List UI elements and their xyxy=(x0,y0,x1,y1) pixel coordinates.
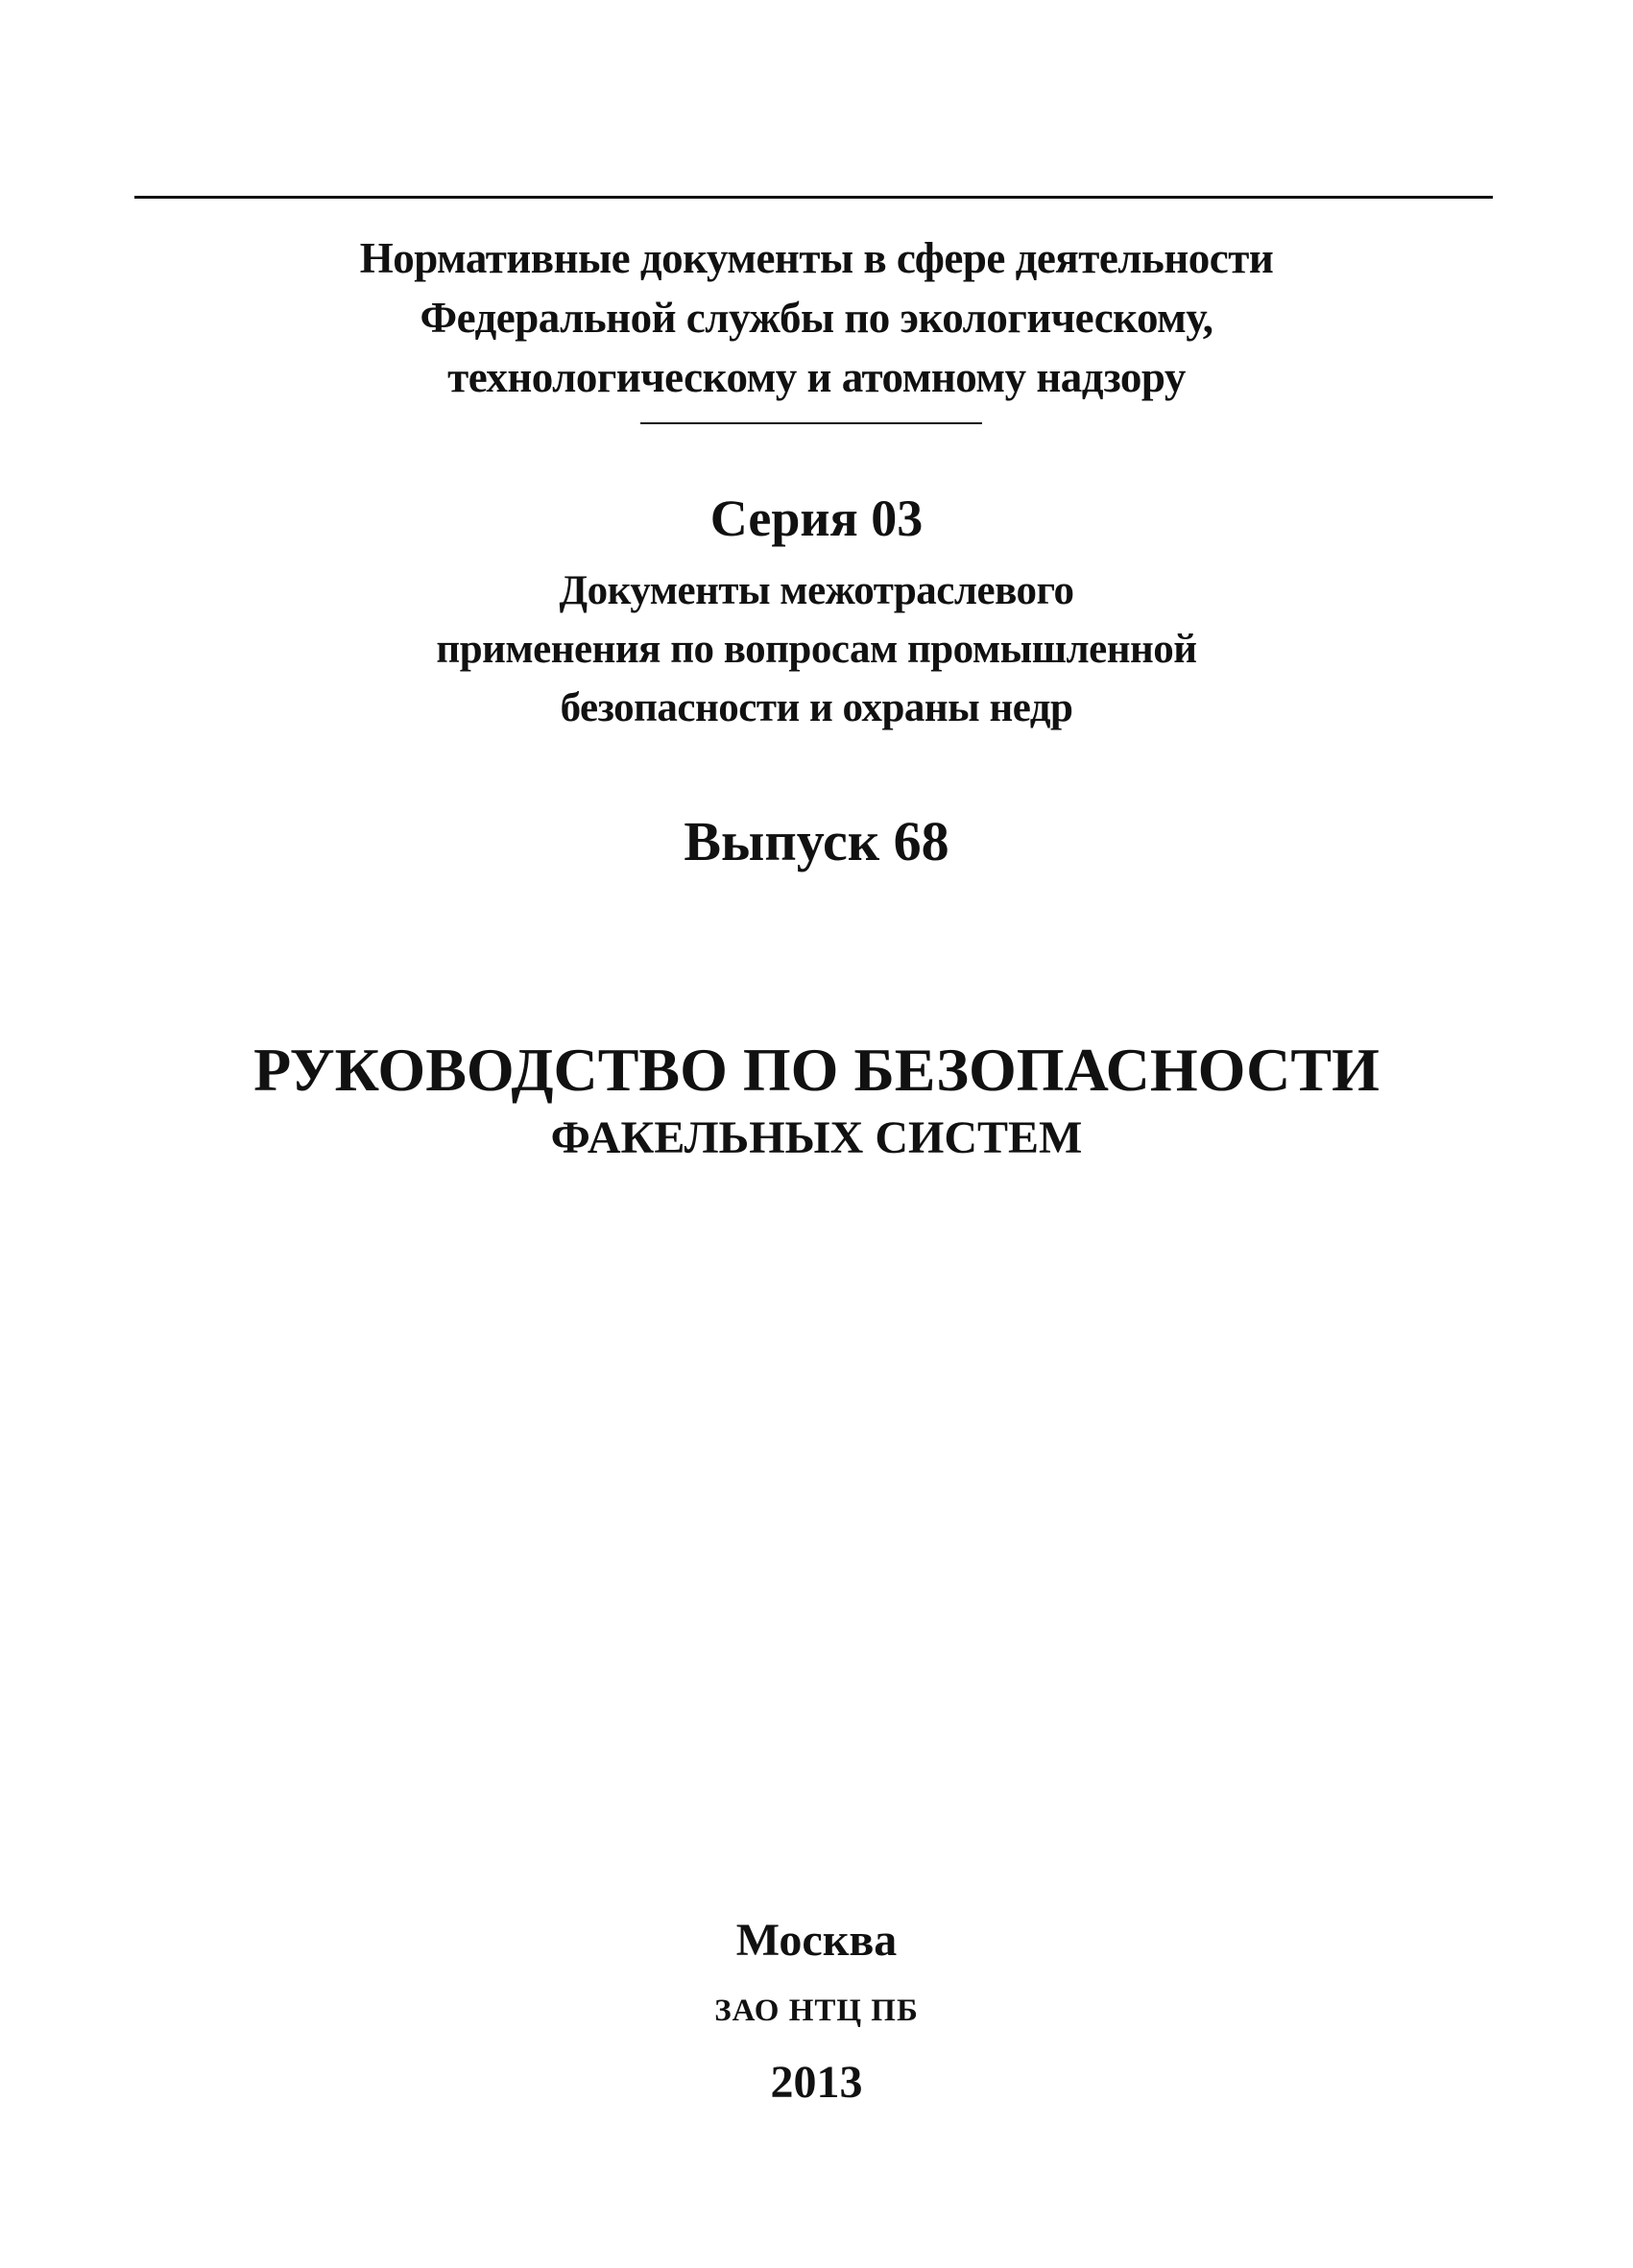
series-description-line: безопасности и охраны недр xyxy=(560,685,1073,730)
agency-line: технологическому и атомному надзору xyxy=(447,353,1186,401)
document-title-block xyxy=(0,1032,1633,1168)
series-title: Серия 03 xyxy=(709,489,924,547)
series-description-line: применения по вопросам промышленной xyxy=(436,627,1197,672)
issue-number: Выпуск 68 xyxy=(684,810,949,872)
document-title: РУКОВОДСТВО ПО БЕЗОПАСНОСТИ xyxy=(253,1036,1380,1104)
imprint-city: Москва xyxy=(735,1915,898,1966)
imprint-publisher: ЗАО НТЦ ПБ xyxy=(714,1993,919,2028)
agency-header xyxy=(0,228,1633,407)
agency-line: Федеральной службы по экологическому, xyxy=(420,294,1213,342)
series-description-line: Документы межотраслевого xyxy=(559,568,1074,613)
top-rule xyxy=(134,196,1493,199)
document-subtitle: ФАКЕЛЬНЫХ СИСТЕМ xyxy=(550,1112,1083,1163)
header-divider xyxy=(640,422,982,424)
imprint-year: 2013 xyxy=(770,2057,863,2108)
agency-line: Нормативные документы в сфере деятельности xyxy=(359,234,1274,282)
series-description xyxy=(0,561,1633,737)
